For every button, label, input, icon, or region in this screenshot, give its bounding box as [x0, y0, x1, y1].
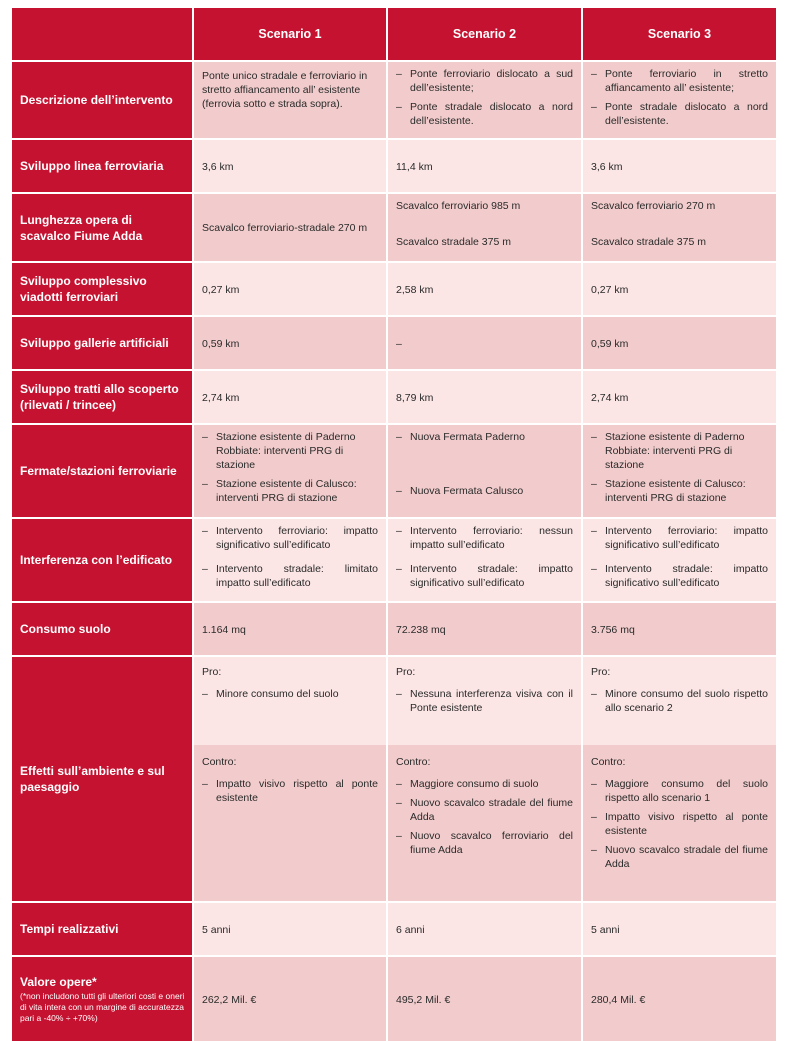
tempi-s3: 5 anni	[583, 903, 776, 955]
interferenza-s3-item: Intervento stradale: impatto significativo sull’edificato	[605, 563, 768, 589]
consumo-s2: 72.238 mq	[388, 603, 581, 655]
descrizione-s3	[583, 62, 776, 138]
tempi-s1: 5 anni	[194, 903, 386, 955]
descrizione-s1	[194, 62, 386, 138]
effetti-s3-contro-item: Impatto visivo rispetto al ponte esistente	[605, 811, 768, 837]
dash-bullet: –	[202, 525, 208, 537]
descrizione-s1-text: Ponte unico stradale e ferroviario in stretto affiancamento all’ esistente (ferrovia sotto e strada sopra).	[202, 70, 368, 110]
effetti-s1-contro	[194, 745, 386, 901]
contro-heading: Contro:	[591, 756, 626, 768]
interferenza-s2-item: Intervento ferroviario: nessun impatto sull’edificato	[410, 525, 573, 551]
tempi-s2: 6 anni	[388, 903, 581, 955]
dash-bullet: –	[396, 68, 402, 80]
dash-bullet: –	[591, 478, 597, 490]
effetti-s2-contro-item: Nuovo scavalco ferroviario del fiume Adda	[410, 830, 573, 856]
descrizione-s2	[388, 62, 581, 138]
consumo-s3: 3.756 mq	[583, 603, 776, 655]
header-scenario-3: Scenario 3	[583, 8, 776, 60]
dash-bullet: –	[396, 830, 402, 842]
contro-heading: Contro:	[396, 756, 431, 768]
dash-bullet: –	[591, 778, 597, 790]
dash-bullet: –	[396, 688, 402, 700]
fermate-s1-item: Stazione esistente di Paderno Robbiate: interventi PRG di stazione	[216, 431, 356, 471]
scenario-comparison-table	[12, 8, 778, 1023]
lunghezza-opera-s3-line: Scavalco ferroviario 270 m	[591, 200, 716, 212]
dash-bullet: –	[396, 431, 402, 443]
effetti-s2-pro-item: Nessuna interferenza visiva con il Ponte esistente	[410, 688, 573, 714]
dash-bullet: –	[202, 778, 208, 790]
interferenza-s3	[583, 519, 776, 601]
dash-bullet: –	[202, 563, 208, 575]
descrizione-s3-item: Ponte ferroviario in stretto affiancamento all’ esistente;	[605, 68, 768, 94]
fermate-s2	[388, 425, 581, 517]
dash-bullet: –	[396, 563, 402, 575]
dash-bullet: –	[396, 101, 402, 113]
effetti-s2-contro-item: Nuovo scavalco stradale del fiume Adda	[410, 797, 573, 823]
dash-bullet: –	[591, 101, 597, 113]
gallerie-s1: 0,59 km	[194, 317, 386, 369]
effetti-s3-contro-item: Nuovo scavalco stradale del fiume Adda	[605, 844, 768, 870]
descrizione-s2-item: Ponte stradale dislocato a nord dell’esistente.	[410, 101, 573, 127]
row-label-valore	[12, 957, 192, 1041]
effetti-s1	[194, 657, 386, 901]
dash-bullet: –	[591, 431, 597, 443]
descrizione-s3-item: Ponte stradale dislocato a nord dell’esistente.	[605, 101, 768, 127]
fermate-s3-item: Stazione esistente di Paderno Robbiate: interventi PRG di stazione	[605, 431, 745, 471]
dash-bullet: –	[202, 688, 208, 700]
valore-label-title: Valore opere*	[20, 975, 97, 989]
consumo-s1: 1.164 mq	[194, 603, 386, 655]
valore-s1: 262,2 Mil. €	[194, 957, 386, 1041]
dash-bullet: –	[202, 431, 208, 443]
viadotti-s2: 2,58 km	[388, 263, 581, 315]
contro-heading: Contro:	[202, 756, 237, 768]
effetti-s1-contro-item: Impatto visivo rispetto al ponte esistente	[216, 778, 378, 804]
interferenza-s1-item: Intervento stradale: limitato impatto sull’edificato	[216, 563, 378, 589]
fermate-s1-item: Stazione esistente di Calusco: interventi PRG di stazione	[216, 478, 357, 504]
dash-bullet: –	[591, 68, 597, 80]
fermate-s2-item: Nuova Fermata Paderno	[410, 431, 525, 443]
dash-bullet: –	[396, 485, 402, 497]
pro-heading: Pro:	[202, 666, 222, 678]
dash-bullet: –	[591, 844, 597, 856]
fermate-s2-item: Nuova Fermata Calusco	[410, 485, 524, 497]
dash-bullet: –	[591, 688, 597, 700]
effetti-s3-contro-item: Maggiore consumo del suolo rispetto allo scenario 1	[605, 778, 768, 804]
interferenza-s2	[388, 519, 581, 601]
viadotti-s1: 0,27 km	[194, 263, 386, 315]
row-label-tratti: Sviluppo tratti allo scoperto (rilevati / trincee)	[12, 371, 192, 423]
effetti-s2	[388, 657, 581, 901]
header-scenario-1: Scenario 1	[194, 8, 386, 60]
dash-bullet: –	[591, 563, 597, 575]
lunghezza-opera-s1: Scavalco ferroviario-stradale 270 m	[194, 194, 386, 261]
lunghezza-opera-s3-line: Scavalco stradale 375 m	[591, 236, 706, 248]
dash-bullet: –	[396, 525, 402, 537]
valore-label-note: (*non includono tutti gli ulteriori costi e oneri di vita intera con un margine di accuratezza pari a -40% ÷ +70%)	[20, 991, 185, 1023]
lunghezza-opera-s2	[388, 194, 581, 261]
effetti-s3-contro	[583, 745, 776, 901]
fermate-s3	[583, 425, 776, 517]
effetti-s2-contro	[388, 745, 581, 901]
row-label-effetti: Effetti sull’ambiente e sul paesaggio	[12, 657, 192, 901]
interferenza-s3-item: Intervento ferroviario: impatto significativo sull’edificato	[605, 525, 768, 551]
effetti-s3-pro	[583, 657, 776, 745]
dash-bullet: –	[396, 797, 402, 809]
sviluppo-linea-s2: 11,4 km	[388, 140, 581, 192]
descrizione-s2-item: Ponte ferroviario dislocato a sud dell’esistente;	[410, 68, 573, 94]
fermate-s1	[194, 425, 386, 517]
viadotti-s3: 0,27 km	[583, 263, 776, 315]
dash-bullet: –	[202, 478, 208, 490]
dash-bullet: –	[591, 525, 597, 537]
row-label-viadotti: Sviluppo complessivo viadotti ferroviari	[12, 263, 192, 315]
fermate-s3-item: Stazione esistente di Calusco: interventi PRG di stazione	[605, 478, 746, 504]
pro-heading: Pro:	[591, 666, 611, 678]
row-label-fermate: Fermate/stazioni ferroviarie	[12, 425, 192, 517]
effetti-s1-pro	[194, 657, 386, 745]
row-label-tempi: Tempi realizzativi	[12, 903, 192, 955]
effetti-s1-pro-item: Minore consumo del suolo	[216, 688, 339, 700]
row-label-lunghezza-opera: Lunghezza opera di scavalco Fiume Adda	[12, 194, 192, 261]
dash-bullet: –	[591, 811, 597, 823]
tratti-s1: 2,74 km	[194, 371, 386, 423]
tratti-s3: 2,74 km	[583, 371, 776, 423]
row-label-descrizione: Descrizione dell’intervento	[12, 62, 192, 138]
interferenza-s1-item: Intervento ferroviario: impatto significativo sull’edificato	[216, 525, 378, 551]
gallerie-s2: –	[388, 317, 581, 369]
row-label-interferenza: Interferenza con l’edificato	[12, 519, 192, 601]
effetti-s3	[583, 657, 776, 901]
interferenza-s2-item: Intervento stradale: impatto significativo sull’edificato	[410, 563, 573, 589]
valore-s2: 495,2 Mil. €	[388, 957, 581, 1041]
effetti-s3-pro-item: Minore consumo del suolo rispetto allo scenario 2	[605, 688, 768, 714]
row-label-sviluppo-linea: Sviluppo linea ferroviaria	[12, 140, 192, 192]
lunghezza-opera-s2-line: Scavalco ferroviario 985 m	[396, 200, 521, 212]
header-scenario-2: Scenario 2	[388, 8, 581, 60]
valore-s3: 280,4 Mil. €	[583, 957, 776, 1041]
row-label-gallerie: Sviluppo gallerie artificiali	[12, 317, 192, 369]
sviluppo-linea-s1: 3,6 km	[194, 140, 386, 192]
interferenza-s1	[194, 519, 386, 601]
lunghezza-opera-s3	[583, 194, 776, 261]
effetti-s2-contro-item: Maggiore consumo di suolo	[410, 778, 539, 790]
sviluppo-linea-s3: 3,6 km	[583, 140, 776, 192]
tratti-s2: 8,79 km	[388, 371, 581, 423]
lunghezza-opera-s2-line: Scavalco stradale 375 m	[396, 236, 511, 248]
dash-bullet: –	[396, 778, 402, 790]
effetti-s2-pro	[388, 657, 581, 745]
gallerie-s3: 0,59 km	[583, 317, 776, 369]
pro-heading: Pro:	[396, 666, 416, 678]
row-label-consumo: Consumo suolo	[12, 603, 192, 655]
header-empty-cell	[12, 8, 192, 60]
